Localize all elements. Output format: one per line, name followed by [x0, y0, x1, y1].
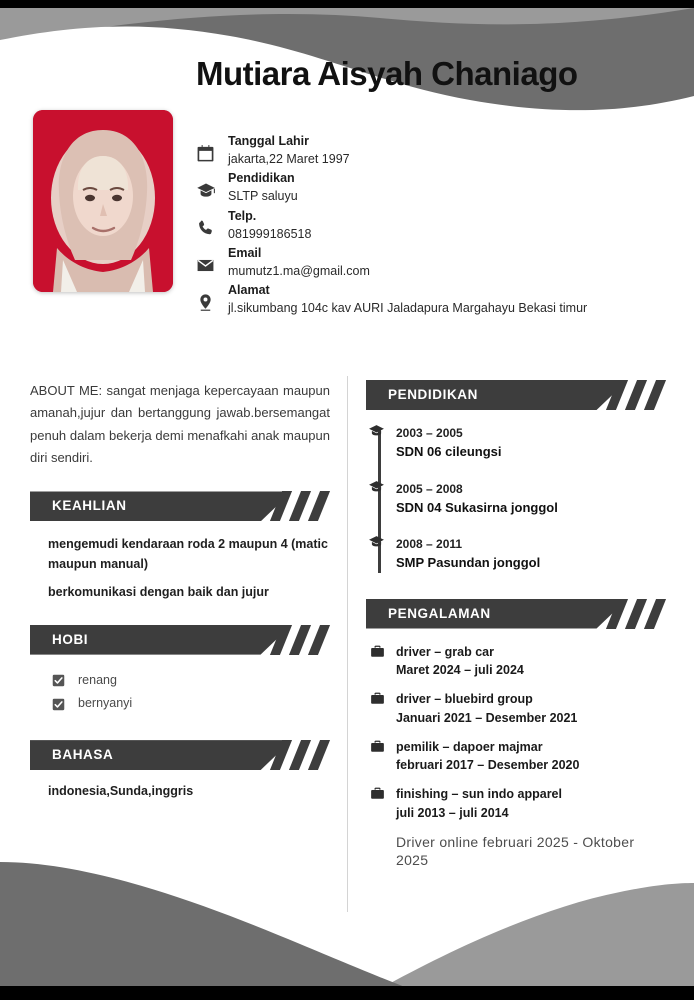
- education-section-header: [366, 380, 666, 410]
- slash-3: [308, 491, 330, 521]
- banner-slashes: [610, 599, 678, 629]
- slash-3: [644, 599, 666, 629]
- left-column: [30, 380, 330, 798]
- contact-row-education: [196, 169, 666, 205]
- education-years: 2005 – 2008: [396, 481, 463, 496]
- contact-value: jl.sikumbang 104c kav AURI Jaladapura Margahayu Bekasi timur: [228, 301, 588, 316]
- list-item: [396, 690, 666, 728]
- hobby-label: bernyanyi: [78, 696, 133, 711]
- experience-note: Driver online februari 2025 - Oktober 2025: [396, 833, 635, 869]
- checkbox-checked-icon: [52, 674, 68, 687]
- list-item: [52, 669, 330, 693]
- page-title: Mutiara Aisyah Chaniago: [196, 55, 578, 92]
- right-column: [366, 380, 666, 870]
- experience-section-header: [366, 599, 666, 629]
- list-item: [396, 643, 666, 681]
- avatar: [33, 110, 173, 292]
- section-title: PENDIDIKAN: [388, 387, 479, 402]
- education-school: SMP Pasundan jonggol: [396, 555, 541, 570]
- list-item: [396, 785, 666, 823]
- slash-2: [289, 740, 311, 770]
- graduation-cap-icon: [196, 169, 228, 201]
- education-years: 2003 – 2005: [396, 426, 463, 440]
- list-item: [396, 535, 666, 573]
- skills-section-header: [30, 491, 330, 521]
- experience-period: Januari 2021 – Desember 2021: [396, 710, 578, 725]
- list-item: berkomunikasi dengan baik dan jujur: [48, 585, 269, 600]
- slash-1: [606, 599, 628, 629]
- briefcase-icon: [370, 786, 385, 806]
- contact-row-phone: [196, 207, 666, 243]
- experience-period: februari 2017 – Desember 2020: [396, 758, 580, 773]
- education-school: SDN 04 Sukasirna jonggol: [396, 499, 558, 515]
- graduation-cap-icon: [368, 479, 385, 501]
- graduation-cap-icon: [368, 423, 385, 445]
- contact-block: [196, 132, 666, 318]
- contact-value: mumutz1.ma@gmail.com: [228, 263, 370, 278]
- experience-role: driver – bluebird group: [396, 692, 533, 706]
- contact-label: Tanggal Lahir: [228, 134, 310, 148]
- languages-section-header: [30, 740, 330, 770]
- phone-icon: [196, 207, 228, 238]
- experience-role: driver – grab car: [396, 644, 494, 659]
- slash-2: [625, 599, 647, 629]
- experience-period: Maret 2024 – juli 2024: [396, 663, 524, 678]
- slash-3: [308, 625, 330, 655]
- slash-3: [644, 380, 666, 410]
- list-item: [52, 692, 330, 716]
- letterbox-top: [0, 0, 694, 8]
- checkbox-checked-icon: [52, 698, 68, 711]
- slash-2: [289, 491, 311, 521]
- experience-role: finishing – sun indo apparel: [396, 787, 562, 801]
- languages-text: indonesia,Sunda,inggris: [48, 784, 194, 799]
- slash-1: [270, 740, 292, 770]
- section-title: HOBI: [52, 631, 89, 647]
- contact-row-email: [196, 244, 666, 280]
- experience-period: juli 2013 – juli 2014: [396, 805, 509, 820]
- banner-slashes: [274, 740, 342, 770]
- about-me-text: ABOUT ME: sangat menjaga kepercayaan maupun amanah,jujur dan bertanggung jawab.bersemangat penuh dalam bekerja demi menafkahi anak maupun diri sendiri.: [30, 383, 330, 466]
- briefcase-icon: [370, 739, 385, 759]
- list-item: [396, 424, 666, 462]
- briefcase-icon: [370, 691, 385, 711]
- hobbies-list: [30, 669, 330, 717]
- contact-label: Email: [228, 245, 262, 260]
- hobbies-section-header: [30, 625, 330, 655]
- banner-slashes: [274, 491, 342, 521]
- slash-1: [270, 625, 292, 655]
- location-pin-icon: [196, 281, 228, 312]
- briefcase-icon: [370, 644, 385, 664]
- contact-value: SLTP saluyu: [228, 189, 298, 204]
- contact-value: 081999186518: [228, 226, 312, 241]
- list-item: mengemudi kendaraan roda 2 maupun 4 (matic maupun manual): [48, 537, 328, 571]
- education-school: SDN 06 cileungsi: [396, 444, 502, 459]
- section-title: KEAHLIAN: [52, 498, 127, 514]
- slash-2: [289, 625, 311, 655]
- skills-list: [30, 535, 330, 602]
- list-item: [396, 738, 666, 776]
- section-title: BAHASA: [52, 747, 114, 763]
- slash-1: [270, 491, 292, 521]
- banner-slashes: [274, 625, 342, 655]
- contact-row-address: [196, 281, 666, 317]
- contact-row-birth: [196, 132, 666, 168]
- experience-role: pemilik – dapoer majmar: [396, 739, 543, 754]
- education-timeline: [366, 424, 666, 573]
- slash-2: [625, 380, 647, 410]
- slash-3: [308, 740, 330, 770]
- contact-label: Alamat: [228, 283, 270, 297]
- column-divider: [347, 376, 348, 912]
- graduation-cap-icon: [368, 534, 385, 556]
- education-years: 2008 – 2011: [396, 537, 463, 551]
- hobby-label: renang: [78, 672, 117, 687]
- contact-value: jakarta,22 Maret 1997: [228, 152, 350, 167]
- section-title: PENGALAMAN: [388, 605, 491, 621]
- contact-label: Pendidikan: [228, 171, 295, 186]
- letterbox-bottom: [0, 986, 694, 1000]
- envelope-icon: [196, 244, 228, 275]
- slash-1: [606, 380, 628, 410]
- list-item: [396, 480, 666, 518]
- profile-photo-illustration: [33, 110, 173, 292]
- contact-label: Telp.: [228, 208, 257, 223]
- banner-slashes: [610, 380, 678, 410]
- calendar-icon: [196, 132, 228, 163]
- experience-list: [366, 643, 666, 871]
